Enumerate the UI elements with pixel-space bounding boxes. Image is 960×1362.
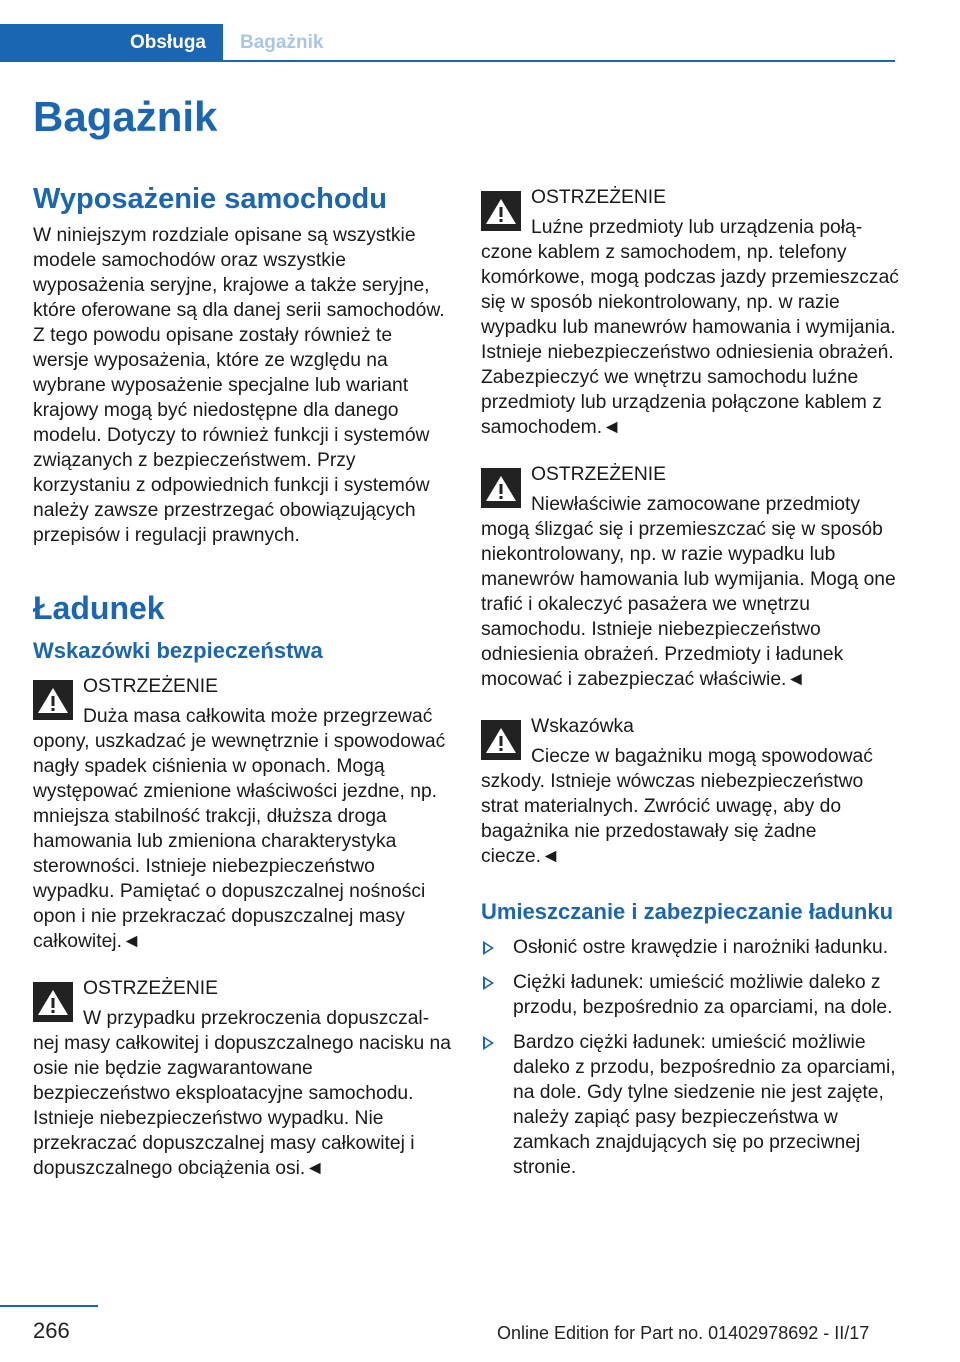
notice-label: OSTRZEŻENIE xyxy=(531,464,666,485)
notice-body: nej masy całkowitej i dopuszczalnego nacisku na osie nie będzie zagwarantowane bezpieczeństwo eksploatacyjne samochodu. Istnieje niebezpieczeństwo wypadku. Nie przekraczać dopuszczalnej masy całkowitej i dopuszczalnego obciążenia osi.◄ xyxy=(33,1033,451,1179)
list-item-text: Ciężki ładunek: umieścić możliwie daleko z przodu, bezpośrednio za oparciami, na dole. xyxy=(513,972,893,1018)
footer-divider xyxy=(0,1305,98,1307)
heading-safety: Wskazówki bezpieczeństwa xyxy=(33,638,323,663)
list-item xyxy=(481,935,899,960)
list-item-text: Osłonić ostre krawędzie i narożniki ładunku. xyxy=(513,937,889,958)
notice-label: OSTRZEŻENIE xyxy=(83,676,218,697)
tab-bagaznik[interactable]: Bagażnik xyxy=(240,32,324,53)
warning-icon xyxy=(481,191,521,231)
header xyxy=(0,0,895,62)
notice-label: OSTRZEŻENIE xyxy=(531,187,666,208)
list-item xyxy=(481,1030,899,1180)
notice-body: mogą ślizgać się i przemieszczać się w sposób niekontrolowany, np. w razie wypadku lub manewrów hamowania lub wymijania. Mogą one trafić i okaleczyć pasażera we wnętrzu samochodu. Istnieje niebezpieczeństwo odniesienia obrażeń. Przedmioty i ładunek mocować i zabezpieczać właściwie.◄ xyxy=(481,519,896,690)
list-item-text: Bardzo ciężki ładunek: umieścić możliwie daleko z przodu, bezpośrednio za oparciami, na dole. Gdy tylne siedzenie nie jest zajęte, należy zapiąć pasy bezpieczeństwa w zamkach znajdujących się po przeciwnej stronie. xyxy=(513,1032,896,1178)
heading-load: Ładunek xyxy=(33,590,165,626)
notice-body: szkody. Istnieje wówczas niebezpieczeństwo strat materialnych. Zwrócić uwagę, aby do bagażnika nie przedostawały się żadne ciecze.◄ xyxy=(481,771,864,867)
notice-first-line: Luźne przedmioty lub urządzenia połą- xyxy=(531,217,863,238)
warning-icon xyxy=(481,720,521,760)
warning-notice xyxy=(33,674,451,954)
warning-icon xyxy=(33,680,73,720)
header-divider xyxy=(0,60,895,62)
notice-label: Wskazówka xyxy=(531,716,634,737)
left-column xyxy=(33,180,451,1181)
notice-body: czone kablem z samochodem, np. telefony komórkowe, mogą podczas jazdy przemieszczać się w sposób niekontrolowany, np. w razie wypadku lub manewrów hamowania i wymijania. Istnieje niebezpieczeństwo odniesienia obrażeń. Zabezpieczyć we wnętrzu samochodu luźne przedmioty lub urządzenia połączone kablem z samochodem.◄ xyxy=(481,242,899,438)
page-number: 266 xyxy=(33,1318,70,1343)
bullet-triangle-icon xyxy=(483,976,494,990)
bullet-triangle-icon xyxy=(483,941,494,955)
right-column xyxy=(481,181,899,1190)
warning-icon xyxy=(481,468,521,508)
list-item xyxy=(481,970,899,1020)
heading-securing: Umieszczanie i zabezpieczanie ładunku xyxy=(481,899,894,924)
tab-obsluga[interactable]: Obsługa xyxy=(0,24,223,62)
notice-first-line: Niewłaściwie zamocowane przedmioty xyxy=(531,494,860,515)
warning-notice xyxy=(33,976,451,1181)
warning-notice xyxy=(481,185,899,440)
edition-note: Online Edition for Part no. 01402978692 - II/17 xyxy=(497,1323,870,1343)
warning-icon xyxy=(33,982,73,1022)
page-title: Bagażnik xyxy=(33,93,218,140)
notice-first-line: Ciecze w bagażniku mogą spowodować xyxy=(531,746,873,767)
notice-first-line: W przypadku przekroczenia dopuszczal- xyxy=(83,1008,430,1029)
notice-first-line: Duża masa całkowita może przegrzewać xyxy=(83,706,433,727)
heading-equipment: Wyposażenie samochodu xyxy=(33,183,387,215)
equipment-text: W niniejszym rozdziale opisane są wszystkie modele samochodów oraz wszystkie wyposażenia seryjne, krajowe a także seryjne, które oferowane są dla danej serii samochodów. Z tego powodu opisane zostały również te wersje wyposażenia, które ze względu na wybrane wyposażenie specjalne lub wariant krajowy mogą być niedostępne dla danego modelu. Dotyczy to również funkcji i systemów związanych z bezpieczeństwem. Przy korzystaniu z odpowiednich funkcji i systemów należy zawsze przestrzegać obowiązujących przepisów i regulacji prawnych. xyxy=(33,225,445,546)
bullet-triangle-icon xyxy=(483,1036,494,1050)
notice-body: opony, uszkadzać je wewnętrznie i spowodować nagły spadek ciśnienia w oponach. Mogą występować zmienione właściwości jezdne, np. mniejsza stabilność trakcji, dłuższa droga hamowania lub zmieniona charakterystyka sterowności. Istnieje niebezpieczeństwo wypadku. Pamiętać o dopuszczalnej nośności opon i nie przekraczać dopuszczalnej masy całkowitej.◄ xyxy=(33,731,446,952)
securing-list xyxy=(481,935,899,1180)
notice-label: OSTRZEŻENIE xyxy=(83,978,218,999)
warning-notice xyxy=(481,462,899,692)
hint-notice xyxy=(481,714,899,869)
